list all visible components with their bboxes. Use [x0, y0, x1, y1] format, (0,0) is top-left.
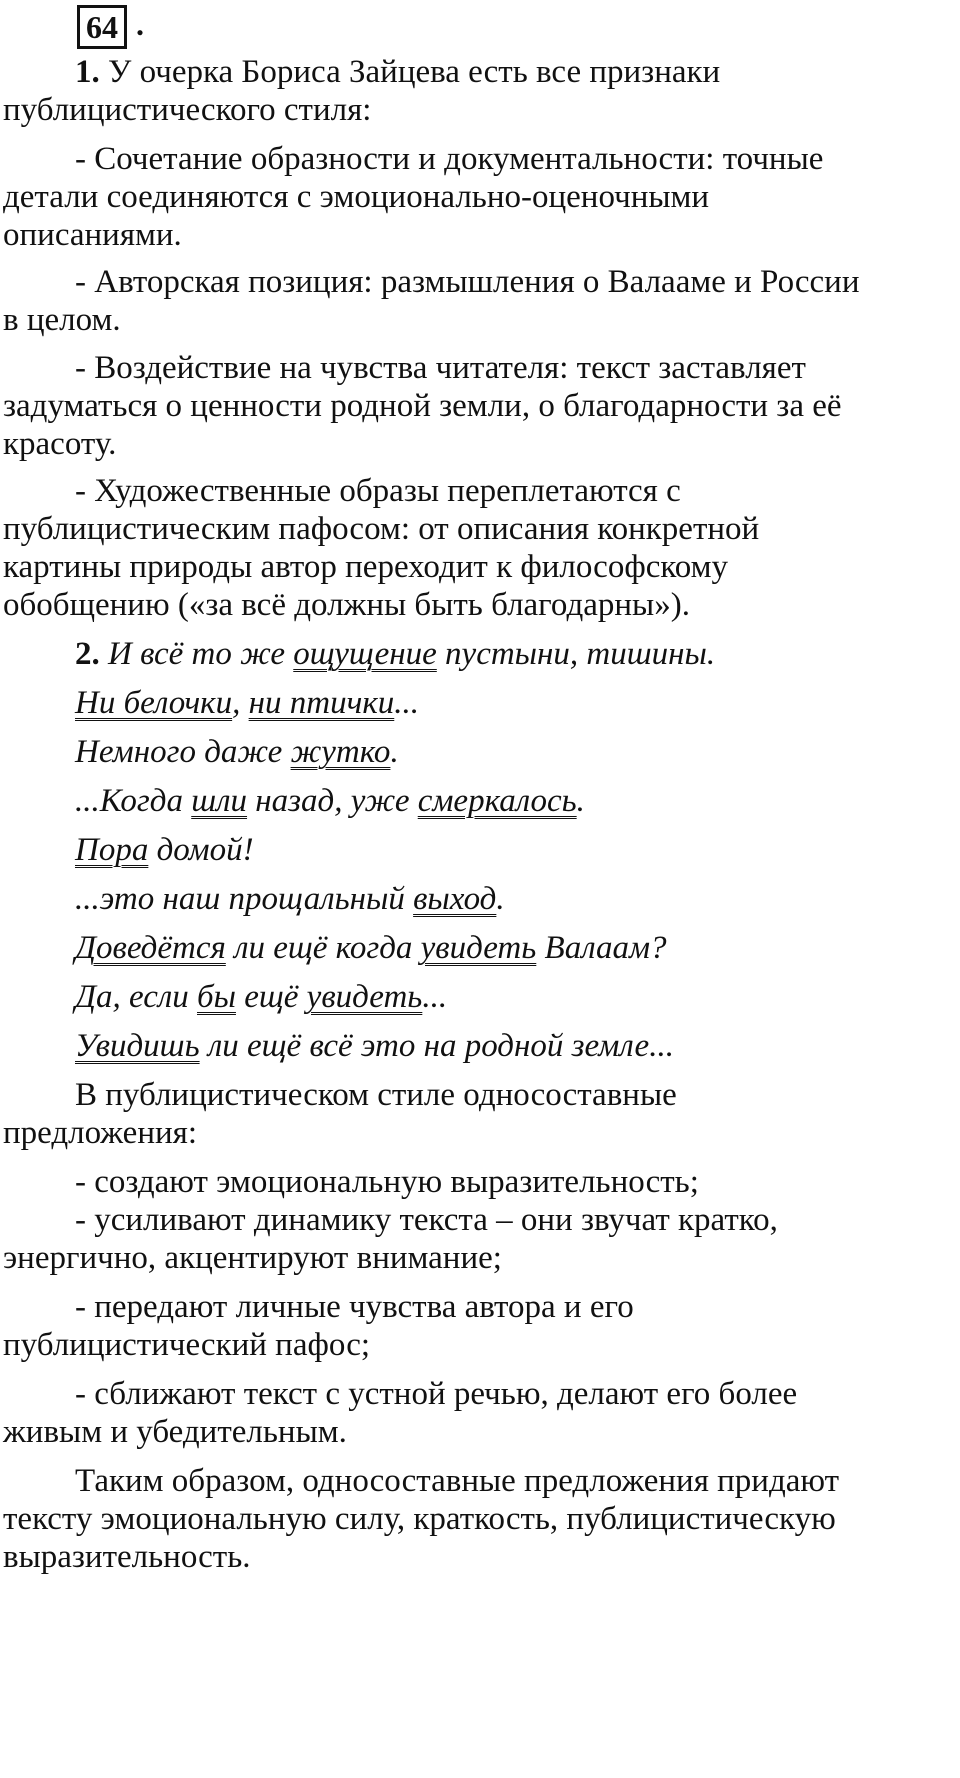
- underlined-word: ни птички: [248, 685, 395, 721]
- part2-sentence: ...Когда шли назад, уже смеркалось.: [75, 783, 585, 819]
- task-number-dot: .: [136, 6, 144, 42]
- underlined-word: бы: [197, 979, 236, 1015]
- part1-bullet-line: обобщению («за всё должны быть благодарны»).: [3, 587, 690, 623]
- conclusion-line: тексту эмоциональную силу, краткость, публицистическую: [3, 1501, 836, 1537]
- part2-sentence: 2. И всё то же ощущение пустыни, тишины.: [75, 636, 716, 672]
- underlined-word: жутко: [290, 734, 391, 770]
- underlined-word: смеркалось: [417, 783, 577, 819]
- underlined-word: Ни белочки: [75, 685, 233, 721]
- part3-bullet-line: - создают эмоциональную выразительность;: [75, 1164, 699, 1200]
- part2-sentence: Увидишь ли ещё всё это на родной земле...: [75, 1028, 674, 1064]
- part2-sentence: Доведётся ли ещё когда увидеть Валаам?: [75, 930, 667, 966]
- part1-bullet-line: публицистическим пафосом: от описания конкретной: [3, 511, 760, 547]
- part1-intro-line: публицистического стиля:: [3, 92, 372, 128]
- part1-intro-line: [75, 53, 720, 91]
- part1-bullet-line: - Авторская позиция: размышления о Валааме и России: [75, 264, 860, 300]
- underlined-word: увидеть: [420, 930, 537, 966]
- underlined-word: Доведётся: [75, 930, 226, 966]
- part1-bullet-line: - Художественные образы переплетаются с: [75, 473, 681, 509]
- underlined-word: увидеть: [306, 979, 423, 1015]
- conclusion-line: выразительность.: [3, 1539, 251, 1575]
- part2-sentence: Ни белочки, ни птички...: [75, 685, 420, 721]
- part1-number: 1.: [75, 54, 100, 90]
- part2-sentence: ...это наш прощальный выход.: [75, 881, 505, 917]
- underlined-word: выход: [413, 881, 497, 917]
- part3-intro-line: В публицистическом стиле односоставные: [75, 1077, 677, 1113]
- part2-sentence: Немного даже жутко.: [75, 734, 399, 770]
- underlined-word: ощущение: [293, 636, 437, 672]
- underlined-word: Пора: [75, 832, 149, 868]
- part3-bullet-line: - передают личные чувства автора и его: [75, 1289, 634, 1325]
- part3-bullet-line: публицистический пафос;: [3, 1327, 371, 1363]
- part1-bullet-line: картины природы автор переходит к философскому: [3, 549, 728, 585]
- task-number-box: 64: [77, 5, 127, 49]
- part2-sentence: Да, если бы ещё увидеть...: [75, 979, 448, 1015]
- part3-bullet-line: - сближают текст с устной речью, делают его более: [75, 1376, 798, 1412]
- part3-bullet-line: энергично, акцентируют внимание;: [3, 1240, 502, 1276]
- part3-bullet-line: - усиливают динамику текста – они звучат кратко,: [75, 1202, 778, 1238]
- part1-bullet-line: в целом.: [3, 302, 121, 338]
- conclusion-line: Таким образом, односоставные предложения придают: [75, 1463, 840, 1499]
- part1-bullet-line: - Сочетание образности и документальности: точные: [75, 141, 824, 177]
- part1-bullet-line: - Воздействие на чувства читателя: текст заставляет: [75, 350, 806, 386]
- part1-bullet-line: детали соединяются с эмоционально-оценочными: [3, 179, 710, 215]
- part3-bullet-line: живым и убедительным.: [3, 1414, 347, 1450]
- part2-sentence: Пора домой!: [75, 832, 254, 868]
- part1-text: У очерка Бориса Зайцева есть все признаки: [99, 54, 721, 90]
- part1-bullet-line: задуматься о ценности родной земли, о благодарности за её: [3, 388, 842, 424]
- part1-bullet-line: красоту.: [3, 426, 117, 462]
- part3-intro-line: предложения:: [3, 1115, 197, 1151]
- part1-bullet-line: описаниями.: [3, 217, 182, 253]
- part2-number: 2.: [75, 636, 100, 672]
- underlined-word: Увидишь: [75, 1028, 200, 1064]
- underlined-word: шли: [191, 783, 248, 819]
